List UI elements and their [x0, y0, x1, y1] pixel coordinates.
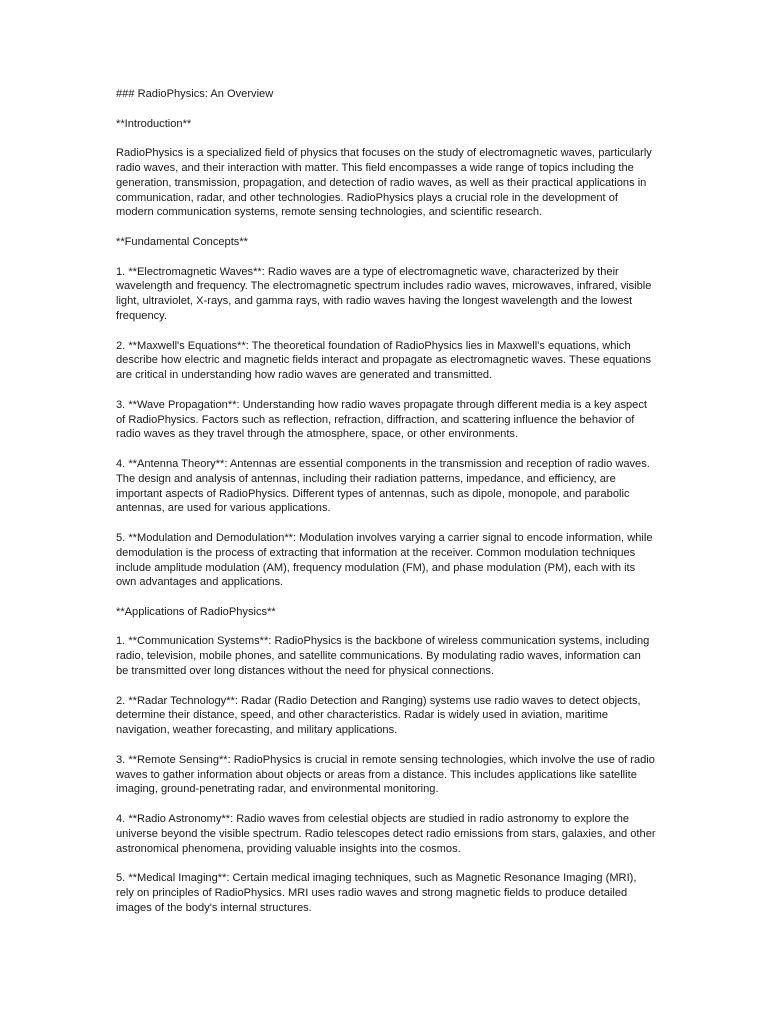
- fundamental-item-modulation: 5. **Modulation and Demodulation**: Modulation involves varying a carrier signal to encode information, while demodulation is the process of extracting that information at the receiver. Common modulation techniques include amplitude modulation (AM), frequency modulation (FM), and phase modulation (PM), each with its own advantages and applications.: [116, 531, 653, 589]
- introduction-paragraph: RadioPhysics is a specialized field of physics that focuses on the study of electromagnetic waves, particularly radio waves, and their interaction with matter. This field encompasses a wide range of topics including the generation, transmission, propagation, and detection of radio waves, as well as their practical applications in communication, radar, and other technologies. RadioPhysics plays a crucial role in the development of modern communication systems, remote sensing technologies, and scientific research.: [116, 147, 652, 219]
- applications-heading: **Applications of RadioPhysics**: [116, 605, 276, 618]
- application-item-medical-imaging: 5. **Medical Imaging**: Certain medical imaging techniques, such as Magnetic Resonance Imaging (MRI), rely on principles of RadioPhysics. MRI uses radio waves and strong magnetic fields to produce detailed images of the body's internal structures.: [116, 872, 637, 914]
- application-item-radio-astronomy: 4. **Radio Astronomy**: Radio waves from celestial objects are studied in radio astronomy to explore the universe beyond the visible spectrum. Radio telescopes detect radio emissions from stars, galaxies, and other astronomical phenomena, providing valuable insights into the cosmos.: [116, 813, 656, 855]
- application-item-radar: 2. **Radar Technology**: Radar (Radio Detection and Ranging) systems use radio waves to detect objects, determine their distance, speed, and other characteristics. Radar is widely used in aviation, maritime navigation, weather forecasting, and military applications.: [116, 694, 641, 737]
- fundamental-item-wave-propagation: 3. **Wave Propagation**: Understanding how radio waves propagate through different media is a key aspect of RadioPhysics. Factors such as reflection, refraction, diffraction, and scattering influence the behavior of radio waves as they travel through the atmosphere, space, or other environments.: [116, 398, 647, 441]
- fundamental-item-maxwells-equations: 2. **Maxwell's Equations**: The theoretical foundation of RadioPhysics lies in Maxwell's equations, which describe how electric and magnetic fields interact and propagate as electromagnetic waves. These equations are critical in understanding how radio waves are generated and transmitted.: [116, 339, 652, 382]
- fundamentals-heading: **Fundamental Concepts**: [116, 235, 248, 248]
- fundamental-item-electromagnetic-waves: 1. **Electromagnetic Waves**: Radio waves are a type of electromagnetic wave, characterized by their wavelength and frequency. The electromagnetic spectrum includes radio waves, microwaves, infrared, visible light, ultraviolet, X-rays, and gamma rays, with radio waves having the longest wavelength and the lowest frequency.: [116, 265, 652, 322]
- document-title: ### RadioPhysics: An Overview: [116, 88, 274, 100]
- document-body: [116, 87, 656, 930]
- application-item-communication: 1. **Communication Systems**: RadioPhysics is the backbone of wireless communication systems, including radio, television, mobile phones, and satellite communications. By modulating radio waves, information can be transmitted over long distances without the need for physical connections.: [116, 635, 650, 678]
- application-item-remote-sensing: 3. **Remote Sensing**: RadioPhysics is crucial in remote sensing technologies, which involve the use of radio waves to gather information about objects or areas from a distance. This includes applications like satellite imaging, ground-penetrating radar, and environmental monitoring.: [116, 753, 655, 796]
- fundamental-item-antenna-theory: 4. **Antenna Theory**: Antennas are essential components in the transmission and reception of radio waves. The design and analysis of antennas, including their radiation patterns, impedance, and efficiency, are important aspects of RadioPhysics. Different types of antennas, such as dipole, monopole, and parabolic antennas, are used for various applications.: [116, 457, 650, 515]
- introduction-heading: **Introduction**: [116, 117, 192, 130]
